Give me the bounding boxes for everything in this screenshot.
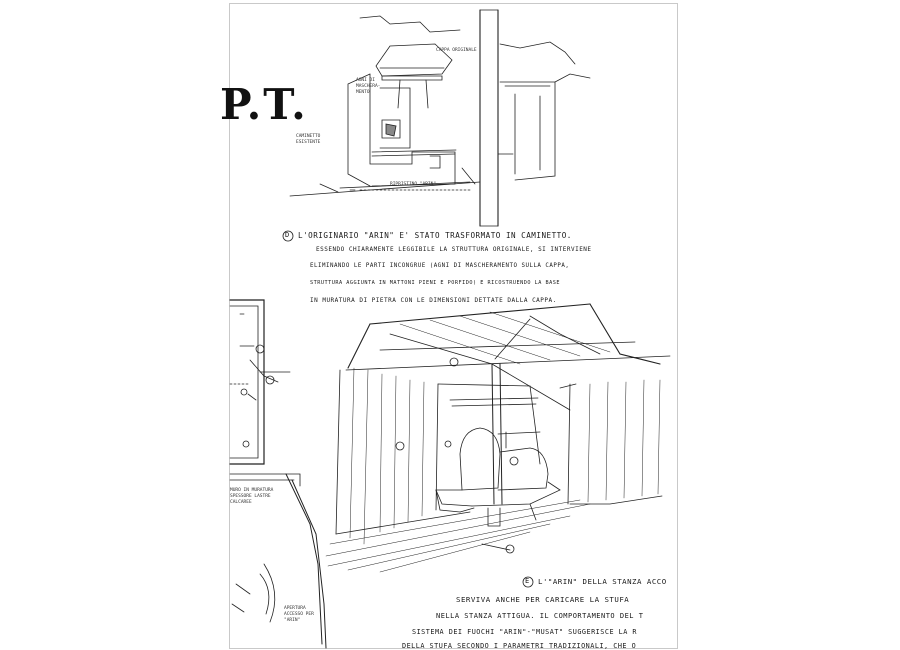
section-d-line-2: ESSENDO CHIARAMENTE LEGGIBILE LA STRUTTURA ORIGINALE, SI INTERVIENE [316,246,592,253]
section-e-line-4: SISTEMA DEI FUOCHI "ARIN"-"MUSAT" SUGGERISCE LA R [412,628,638,636]
section-d-line-3: ELIMINANDO LE PARTI INCONGRUE (AGNI DI MASCHERAMENTO SULLA CAPPA, [310,263,570,269]
top-fireplace-sketch [290,10,590,226]
section-e-line-5: DELLA STUFA SECONDO I PARAMETRI TRADIZIONALI, CHE O [402,642,637,650]
section-e-marker: E [525,577,530,585]
section-d-line-5: IN MURATURA DI PIETRA CON LE DIMENSIONI DETTATE DALLA CAPPA. [310,297,557,304]
label-caminetto-esistente: CAMINETTO ESISTENTE [296,134,321,145]
label-agni-mascheramento: AGNI DI MASCHERA- MENTO [356,78,381,95]
left-plan-sketch [230,300,326,648]
section-e-line-3: NELLA STANZA ATTIGUA. IL COMPORTAMENTO DEL T [436,612,644,620]
bottom-room-perspective [326,304,670,572]
section-e-line-2: SERVIVA ANCHE PER CARICARE LA STUFA [456,595,630,604]
label-apertura-accesso: APERTURA ACCESSO PER "ARIN" [284,606,314,623]
section-d-marker: D [285,231,290,239]
drawing-sheet [220,3,678,650]
label-cappa-originale: CAPPA ORIGINALE [436,48,477,53]
section-d-line-4: STRUTTURA AGGIUNTA IN MATTONI PIENI E PORFIDO) E RICOSTRUENDO LA BASE [310,280,560,286]
large-title-letters: P.T. [220,80,308,129]
section-e-line-1: L'"ARIN" DELLA STANZA ACCO [538,577,667,586]
section-d-line-1: L'ORIGINARIO "ARIN" E' STATO TRASFORMATO IN CAMINETTO. [298,231,572,240]
label-ripristino-arin: RIPRISTINO "ARIN" [390,182,437,187]
label-sezione-muro: MURO IN MURATURA SPESSORE LASTRE CALCAREE [230,488,274,505]
architectural-sketch [230,4,677,648]
